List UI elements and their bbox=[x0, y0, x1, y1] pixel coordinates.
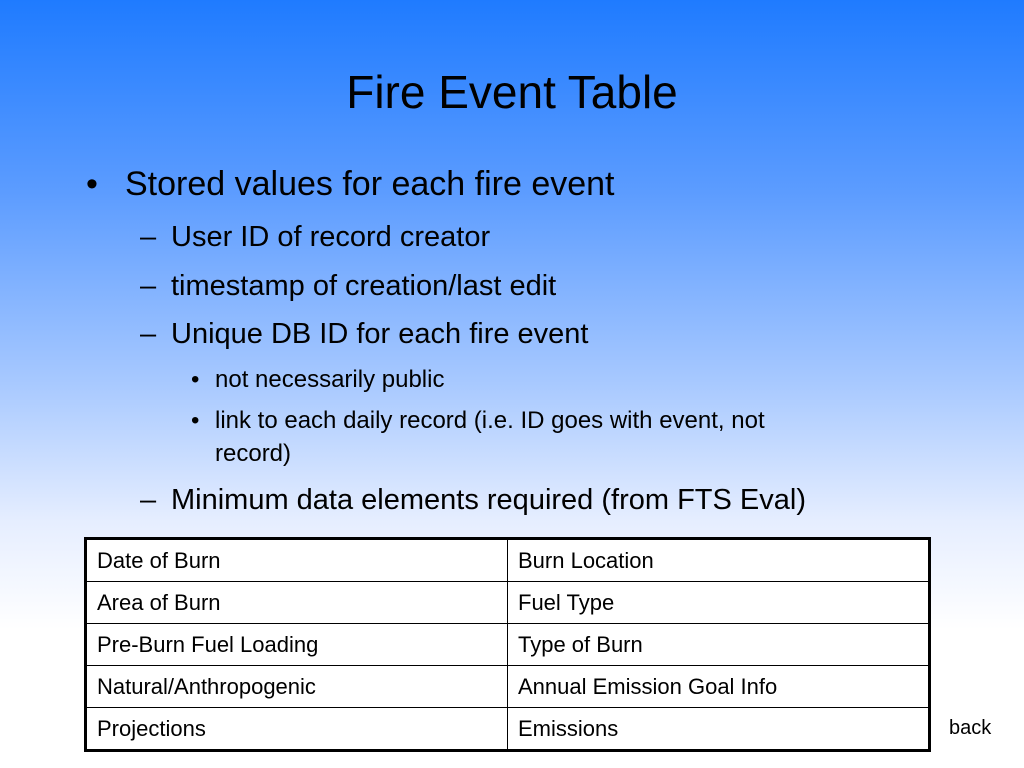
table-cell: Area of Burn bbox=[86, 582, 508, 624]
subsub-bullet-link-daily-record-cont: record) bbox=[215, 440, 292, 467]
data-elements-table bbox=[84, 537, 931, 752]
back-link[interactable]: back bbox=[949, 717, 992, 739]
table-cell: Burn Location bbox=[508, 539, 930, 582]
subsub-bullet-not-public: not necessarily public bbox=[215, 366, 445, 393]
sub-bullet-user-id: User ID of record creator bbox=[171, 221, 491, 253]
subsub-bullet-link-daily-record: link to each daily record (i.e. ID goes with event, not bbox=[215, 407, 765, 434]
table-row bbox=[86, 624, 930, 666]
table-cell: Projections bbox=[86, 708, 508, 751]
table-cell: Fuel Type bbox=[508, 582, 930, 624]
table-cell: Date of Burn bbox=[86, 539, 508, 582]
table-cell: Annual Emission Goal Info bbox=[508, 666, 930, 708]
table-row bbox=[86, 539, 930, 582]
table-cell: Emissions bbox=[508, 708, 930, 751]
sub-bullet-timestamp: timestamp of creation/last edit bbox=[171, 270, 557, 302]
bullet-stored-values: Stored values for each fire event bbox=[125, 165, 615, 203]
dash-marker: – bbox=[140, 270, 157, 302]
table-row bbox=[86, 666, 930, 708]
sub-bullet-minimum-data: Minimum data elements required (from FTS Eval) bbox=[171, 484, 806, 516]
dash-marker: – bbox=[140, 318, 157, 350]
table-row bbox=[86, 582, 930, 624]
slide-title: Fire Event Table bbox=[346, 66, 678, 118]
dash-marker: – bbox=[140, 484, 157, 516]
sub-bullet-unique-db-id: Unique DB ID for each fire event bbox=[171, 318, 589, 350]
table-row bbox=[86, 708, 930, 751]
dash-marker: – bbox=[140, 221, 157, 253]
table-cell: Natural/Anthropogenic bbox=[86, 666, 508, 708]
table-cell: Pre-Burn Fuel Loading bbox=[86, 624, 508, 666]
bullet-marker: • bbox=[191, 366, 200, 393]
bullet-marker: • bbox=[86, 165, 98, 203]
bullet-marker: • bbox=[191, 407, 200, 434]
table-cell: Type of Burn bbox=[508, 624, 930, 666]
